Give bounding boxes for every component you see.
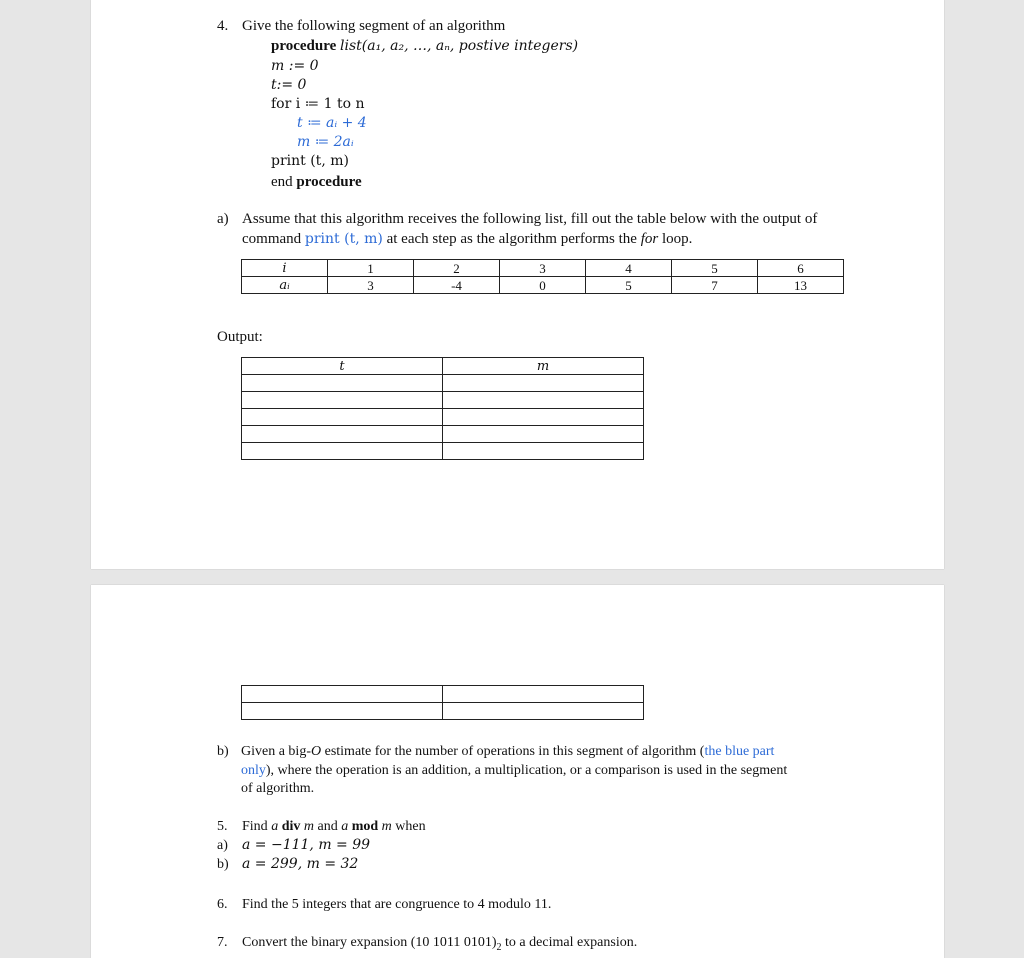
output-header-m: m <box>443 358 644 375</box>
table-cell: 13 <box>758 277 844 294</box>
table-cell: 7 <box>672 277 758 294</box>
table-cell: -4 <box>414 277 500 294</box>
q7-text-part: Convert the binary expansion (10 1011 0101) <box>242 935 497 950</box>
answer-cell[interactable] <box>443 426 644 443</box>
end-keyword: end <box>271 174 293 190</box>
code-line-print: print (t, m) <box>271 153 349 169</box>
answer-cell[interactable] <box>443 443 644 460</box>
table-row-a <box>242 277 844 294</box>
table-cell: 5 <box>672 260 758 277</box>
output-header-t: t <box>242 358 443 375</box>
part-a-text-line1: Assume that this algorithm receives the following list, fill out the table below with the output of <box>242 211 818 227</box>
table-cell: 0 <box>500 277 586 294</box>
q5-text: Find <box>242 819 268 834</box>
row-i-label: i <box>242 260 328 277</box>
input-list-table <box>241 259 844 294</box>
part-b-line1 <box>241 743 774 760</box>
output-table <box>241 357 644 460</box>
answer-cell[interactable] <box>242 443 443 460</box>
output-row <box>242 375 644 392</box>
q6-number: 6. <box>217 897 228 912</box>
answer-cell[interactable] <box>242 426 443 443</box>
q5-text: when <box>395 819 426 834</box>
table-cell: 4 <box>586 260 672 277</box>
table-row-i <box>242 260 844 277</box>
document-page-1 <box>91 0 944 569</box>
table-cell: 5 <box>586 277 672 294</box>
code-line-for: for i ≔ 1 to n <box>271 96 365 112</box>
table-cell: 3 <box>500 260 586 277</box>
output-header-row <box>242 358 644 375</box>
q7-text <box>242 934 637 956</box>
output-row <box>242 703 644 720</box>
table-cell: 3 <box>328 277 414 294</box>
q7-text-part: to a decimal expansion. <box>505 935 638 950</box>
procedure-header <box>271 37 578 55</box>
part-b-line3: of algorithm. <box>241 781 315 796</box>
q5-div-keyword: div <box>281 819 301 834</box>
table-cell: 2 <box>414 260 500 277</box>
q5-var: a <box>271 819 279 834</box>
q5-a-label: a) <box>217 838 228 853</box>
q5-prompt <box>242 818 426 835</box>
q5-b-values: a = 299, m = 32 <box>242 856 359 872</box>
answer-cell[interactable] <box>242 375 443 392</box>
q4-prompt: Give the following segment of an algorithm <box>242 18 506 34</box>
answer-cell[interactable] <box>443 375 644 392</box>
output-row <box>242 409 644 426</box>
part-a-text-line2 <box>242 230 692 248</box>
table-cell: 6 <box>758 260 844 277</box>
answer-cell[interactable] <box>443 703 644 720</box>
q5-var: a <box>341 819 349 834</box>
answer-cell[interactable] <box>443 392 644 409</box>
code-line-end <box>271 173 362 191</box>
q5-var: m <box>381 819 392 834</box>
part-a-loop-word: loop. <box>661 231 693 247</box>
answer-cell[interactable] <box>242 392 443 409</box>
part-a-command-word: command <box>242 231 302 247</box>
output-row <box>242 392 644 409</box>
end-procedure-keyword: procedure <box>296 174 362 190</box>
code-line-m-assign: m ≔ 2aᵢ <box>297 134 354 150</box>
q7-base-subscript: 2 <box>496 941 502 953</box>
answer-cell[interactable] <box>443 409 644 426</box>
q6-text: Find the 5 integers that are congruence to 4 modulo 11. <box>242 897 552 912</box>
output-label: Output: <box>217 329 263 345</box>
procedure-signature: list(a₁, a₂, …, aₙ, postive integers) <box>340 38 579 54</box>
q5-var: m <box>303 819 314 834</box>
q5-a-values: a = −111, m = 99 <box>242 837 371 853</box>
q7-number: 7. <box>217 935 228 950</box>
q4-number: 4. <box>217 18 229 34</box>
answer-cell[interactable] <box>242 409 443 426</box>
part-b-line2 <box>241 762 787 779</box>
answer-cell[interactable] <box>242 703 443 720</box>
part-b-label: b) <box>217 744 229 759</box>
part-b-text: ), where the operation is an addition, a multiplication, or a comparison is used in the segment <box>265 763 788 778</box>
part-b-blue-text: the blue part <box>704 744 775 759</box>
table-cell: 1 <box>328 260 414 277</box>
part-b-text: Given a big- <box>241 744 311 759</box>
code-line-m-init: m := 0 <box>271 58 319 74</box>
answer-cell[interactable] <box>242 686 443 703</box>
output-row <box>242 686 644 703</box>
q5-mod-keyword: mod <box>351 819 379 834</box>
part-b-text: estimate for the number of operations in this segment of algorithm ( <box>324 744 705 759</box>
q5-text: and <box>317 819 338 834</box>
part-a-for-word: for <box>640 231 659 247</box>
answer-cell[interactable] <box>443 686 644 703</box>
big-o-letter: O <box>310 744 322 759</box>
q5-number: 5. <box>217 819 228 834</box>
code-line-t-assign: t ≔ aᵢ + 4 <box>297 115 367 131</box>
part-a-label: a) <box>217 211 229 227</box>
output-table-continued <box>241 685 644 720</box>
procedure-keyword: procedure <box>271 38 337 54</box>
document-page-2 <box>91 585 944 958</box>
output-row <box>242 443 644 460</box>
part-a-mid-text: at each step as the algorithm performs the <box>386 231 637 247</box>
code-line-t-init: t:= 0 <box>271 77 307 93</box>
q5-b-label: b) <box>217 857 229 872</box>
part-b-blue-text: only <box>241 763 266 778</box>
output-row <box>242 426 644 443</box>
part-a-print-command: print (t, m) <box>304 231 383 247</box>
row-a-label: aᵢ <box>242 277 328 294</box>
